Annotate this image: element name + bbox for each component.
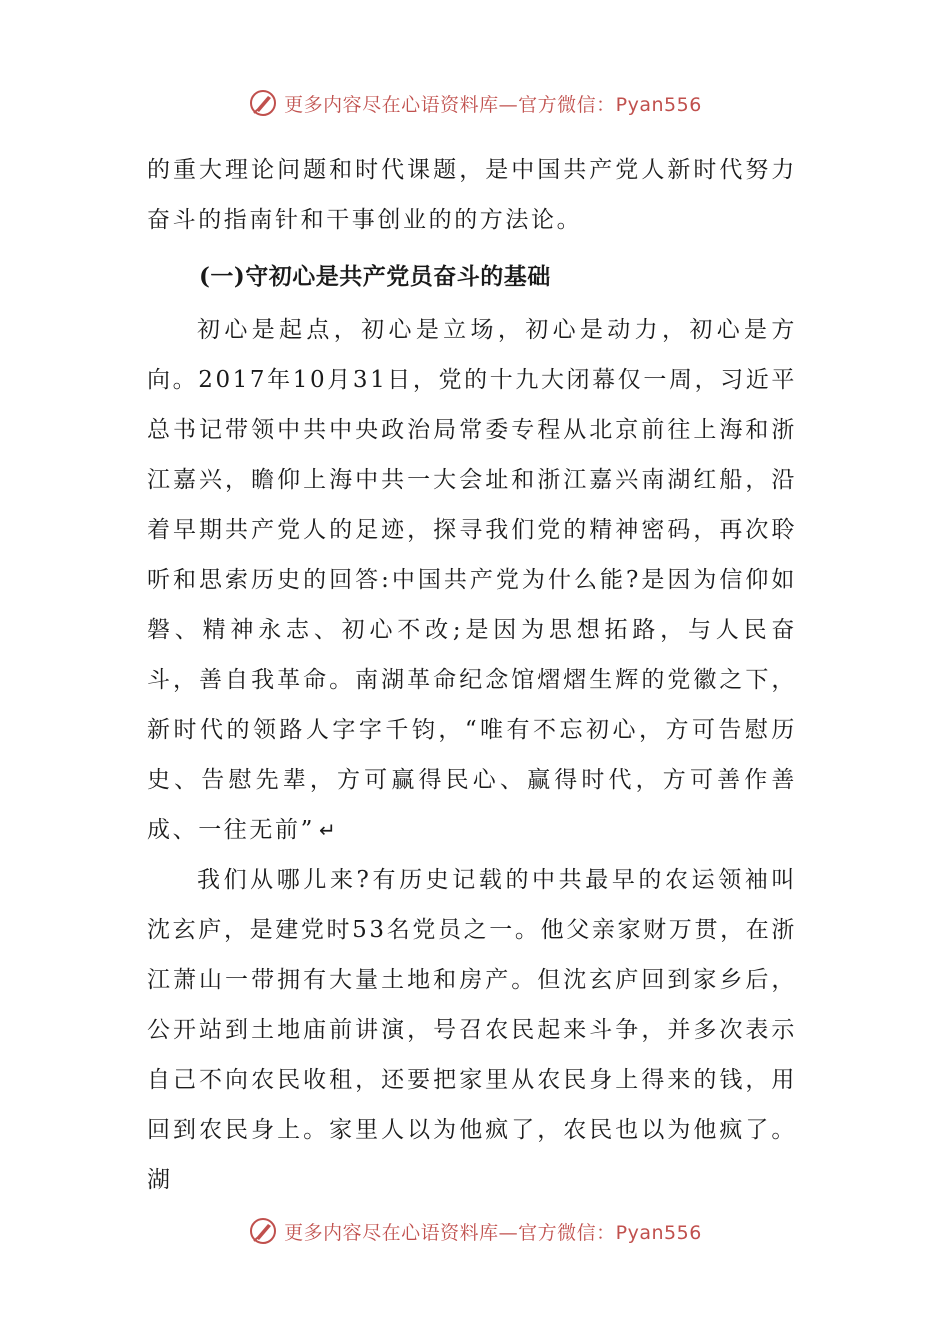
footer-watermark-banner <box>0 1211 950 1251</box>
section-heading: (一)守初心是共产党员奋斗的基础 <box>199 263 551 290</box>
continued-paragraph: 的重大理论问题和时代课题，是中国共产党人新时代努力奋斗的指南针和干事创业的的方法论。 <box>147 157 797 233</box>
header-watermark-text: 更多内容尽在心语资料库—官方微信：Pyan556 <box>284 93 702 116</box>
paragraph-2: 我们从哪儿来?有历史记载的中共最早的农运领袖叫沈玄庐，是建党时53名党员之一。他父亲家财万贯，在浙江萧山一带拥有大量土地和房产。但沈玄庐回到家乡后，公开站到土地庙前讲演，号召农民起来斗争，并多次表示自己不向农民收租，还要把家里从农民身上得来的钱，用回到农民身上。家里人以为他疯了，农民也以为他疯了。湖 <box>147 867 797 1193</box>
footer-wechat-id: Pyan556 <box>615 1221 702 1244</box>
document-body <box>147 145 797 1205</box>
footer-watermark-text: 更多内容尽在心语资料库—官方微信：Pyan556 <box>284 1221 702 1244</box>
header-watermark-banner <box>0 83 950 123</box>
quill-logo-icon <box>248 88 278 118</box>
paragraph-1 <box>147 305 797 855</box>
quill-logo-icon <box>248 1216 278 1246</box>
header-wechat-id: Pyan556 <box>615 93 702 116</box>
paragraph-return-icon: ↵ <box>318 818 339 842</box>
paragraph-1-text: 初心是起点，初心是立场，初心是动力，初心是方向。2017年10月31日，党的十九大闭幕仅一周，习近平总书记带领中共中央政治局常委专程从北京前往上海和浙江嘉兴，瞻仰上海中共一大会址和浙江嘉兴南湖红船，沿着早期共产党人的足迹，探寻我们党的精神密码，再次聆听和思索历史的回答:中国共产党为什么能?是因为信仰如磐、精神永志、初心不改;是因为思想拓路，与人民奋斗，善自我革命。南湖革命纪念馆熠熠生辉的党徽之下，新时代的领路人字字千钧，“唯有不忘初心，方可告慰历史、告慰先辈，方可赢得民心、赢得时代，方可善作善成、一往无前” <box>147 317 797 843</box>
